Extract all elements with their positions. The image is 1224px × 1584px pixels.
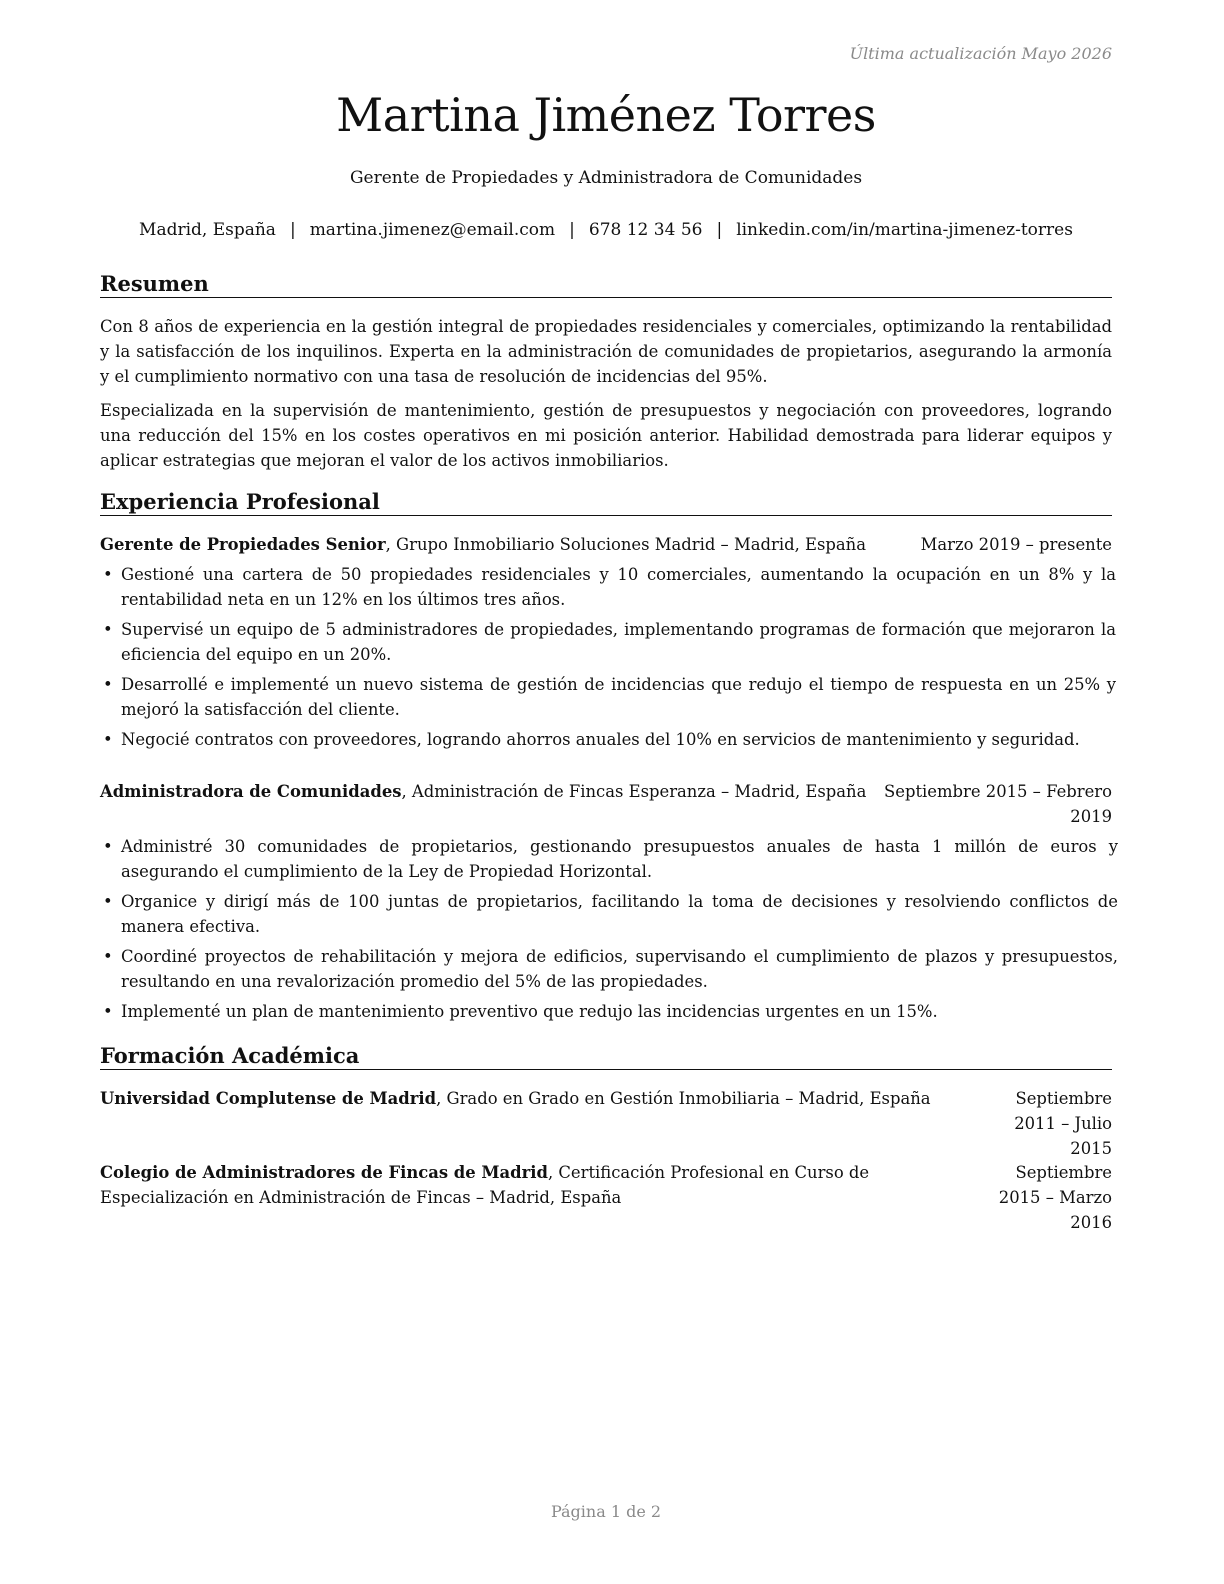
bullet-icon: • xyxy=(103,730,113,749)
bullet-text: Negocié contratos con proveedores, logrando ahorros anuales del 10% en servicios de mantenimiento y seguridad. xyxy=(121,730,1080,749)
job-role: Administradora de Comunidades xyxy=(100,782,402,801)
contact-separator: | xyxy=(289,220,296,240)
bullet-icon: • xyxy=(103,1002,113,1021)
section-title-summary: Resumen xyxy=(100,271,1112,298)
bullet-icon: • xyxy=(103,947,113,966)
page-number: Página 1 de 2 xyxy=(550,1502,662,1521)
list-item xyxy=(100,944,1118,994)
job-dates: Marzo 2019 – presente xyxy=(920,535,1112,554)
bullet-icon: • xyxy=(103,837,113,856)
candidate-name: Martina Jiménez Torres xyxy=(336,88,876,142)
education-institution: Colegio de Administradores de Fincas de Madrid xyxy=(100,1163,548,1182)
list-item xyxy=(100,834,1118,884)
education-detail: , Grado en Grado en Gestión Inmobiliaria – Madrid, España xyxy=(436,1089,931,1108)
bullet-text: Supervisé un equipo de 5 administradores de propiedades, implementando programas de formación que mejoraron la eficiencia del equipo en un 20%. xyxy=(121,620,1116,664)
section-title-education: Formación Académica xyxy=(100,1043,1112,1070)
job-header xyxy=(100,532,1112,557)
resume-page xyxy=(100,0,1118,1584)
job-header xyxy=(100,779,1112,826)
bullet-icon: • xyxy=(103,675,113,694)
bullet-text: Coordiné proyectos de rehabilitación y mejora de edificios, supervisando el cumplimiento de plazos y presupuestos, resultando en una revalorización promedio del 5% de las propiedades. xyxy=(121,947,1118,991)
list-item xyxy=(100,672,1116,722)
bullet-text: Gestioné una cartera de 50 propiedades residenciales y 10 comerciales, aumentando la ocupación en un 8% y la rentabilidad neta en un 12% en los últimos tres años. xyxy=(121,565,1116,609)
summary-paragraph: Con 8 años de experiencia en la gestión integral de propiedades residenciales y comerciales, optimizando la rentabilidad y la satisfacción de los inquilinos. Experta en la administración de comunidades de propietarios, asegurando la armonía y el cumplimiento normativo con una tasa de resolución de incidencias del 95%. xyxy=(100,317,1112,386)
education-text xyxy=(100,1160,970,1210)
list-item xyxy=(100,562,1116,612)
contact-linkedin[interactable]: linkedin.com/in/martina-jimenez-torres xyxy=(736,220,1073,240)
education-dates: Septiembre 2011 – Julio 2015 xyxy=(1014,1089,1112,1158)
job-company: , Administración de Fincas Esperanza – Madrid, España xyxy=(401,782,867,801)
bullet-icon: • xyxy=(103,620,113,639)
education-entry xyxy=(100,1160,1112,1232)
contact-email[interactable]: martina.jimenez@email.com xyxy=(309,220,556,240)
job-bullets xyxy=(100,562,1116,757)
list-item xyxy=(100,617,1116,667)
bullet-text: Administré 30 comunidades de propietarios, gestionando presupuestos anuales de hasta 1 millón de euros y asegurando el cumplimiento de la Ley de Propiedad Horizontal. xyxy=(121,837,1118,881)
job-bullets xyxy=(100,834,1118,1029)
contact-line xyxy=(80,220,1132,240)
job-role: Gerente de Propiedades Senior xyxy=(100,535,386,554)
candidate-headline: Gerente de Propiedades y Administradora de Comunidades xyxy=(349,168,863,188)
list-item xyxy=(100,889,1118,939)
list-item xyxy=(100,999,1118,1024)
job-dates: Septiembre 2015 – Febrero 2019 xyxy=(884,782,1112,826)
last-updated: Última actualización Mayo 2026 xyxy=(849,44,1112,63)
education-institution: Universidad Complutense de Madrid xyxy=(100,1089,437,1108)
contact-separator: | xyxy=(716,220,723,240)
education-detail: , Certificación Profesional en Curso de Especialización en Administración de Fincas – Madrid, España xyxy=(100,1163,870,1207)
bullet-text: Desarrollé e implementé un nuevo sistema de gestión de incidencias que redujo el tiempo de respuesta en un 25% y mejoró la satisfacción del cliente. xyxy=(121,675,1116,719)
summary-paragraph: Especializada en la supervisión de mantenimiento, gestión de presupuestos y negociación con proveedores, logrando una reducción del 15% en los costes operativos en mi posición anterior. Habilidad demostrada para liderar equipos y aplicar estrategias que mejoran el valor de los activos inmobiliarios. xyxy=(100,401,1112,470)
contact-location: Madrid, España xyxy=(139,220,276,240)
bullet-text: Organice y dirigí más de 100 juntas de propietarios, facilitando la toma de decisiones y resolviendo conflictos de manera efectiva. xyxy=(121,892,1118,936)
job-company: , Grupo Inmobiliario Soluciones Madrid – Madrid, España xyxy=(385,535,866,554)
education-dates: Septiembre 2015 – Marzo 2016 xyxy=(998,1163,1112,1232)
bullet-icon: • xyxy=(103,892,113,911)
contact-separator: | xyxy=(569,220,575,240)
bullet-text: Implementé un plan de mantenimiento preventivo que redujo las incidencias urgentes en un 15%. xyxy=(121,1002,938,1021)
bullet-icon: • xyxy=(103,565,113,584)
education-entry xyxy=(100,1086,1112,1158)
list-item xyxy=(100,727,1116,752)
contact-phone: 678 12 34 56 xyxy=(588,220,703,240)
education-text xyxy=(100,1086,970,1111)
section-title-experience: Experiencia Profesional xyxy=(100,489,1112,516)
